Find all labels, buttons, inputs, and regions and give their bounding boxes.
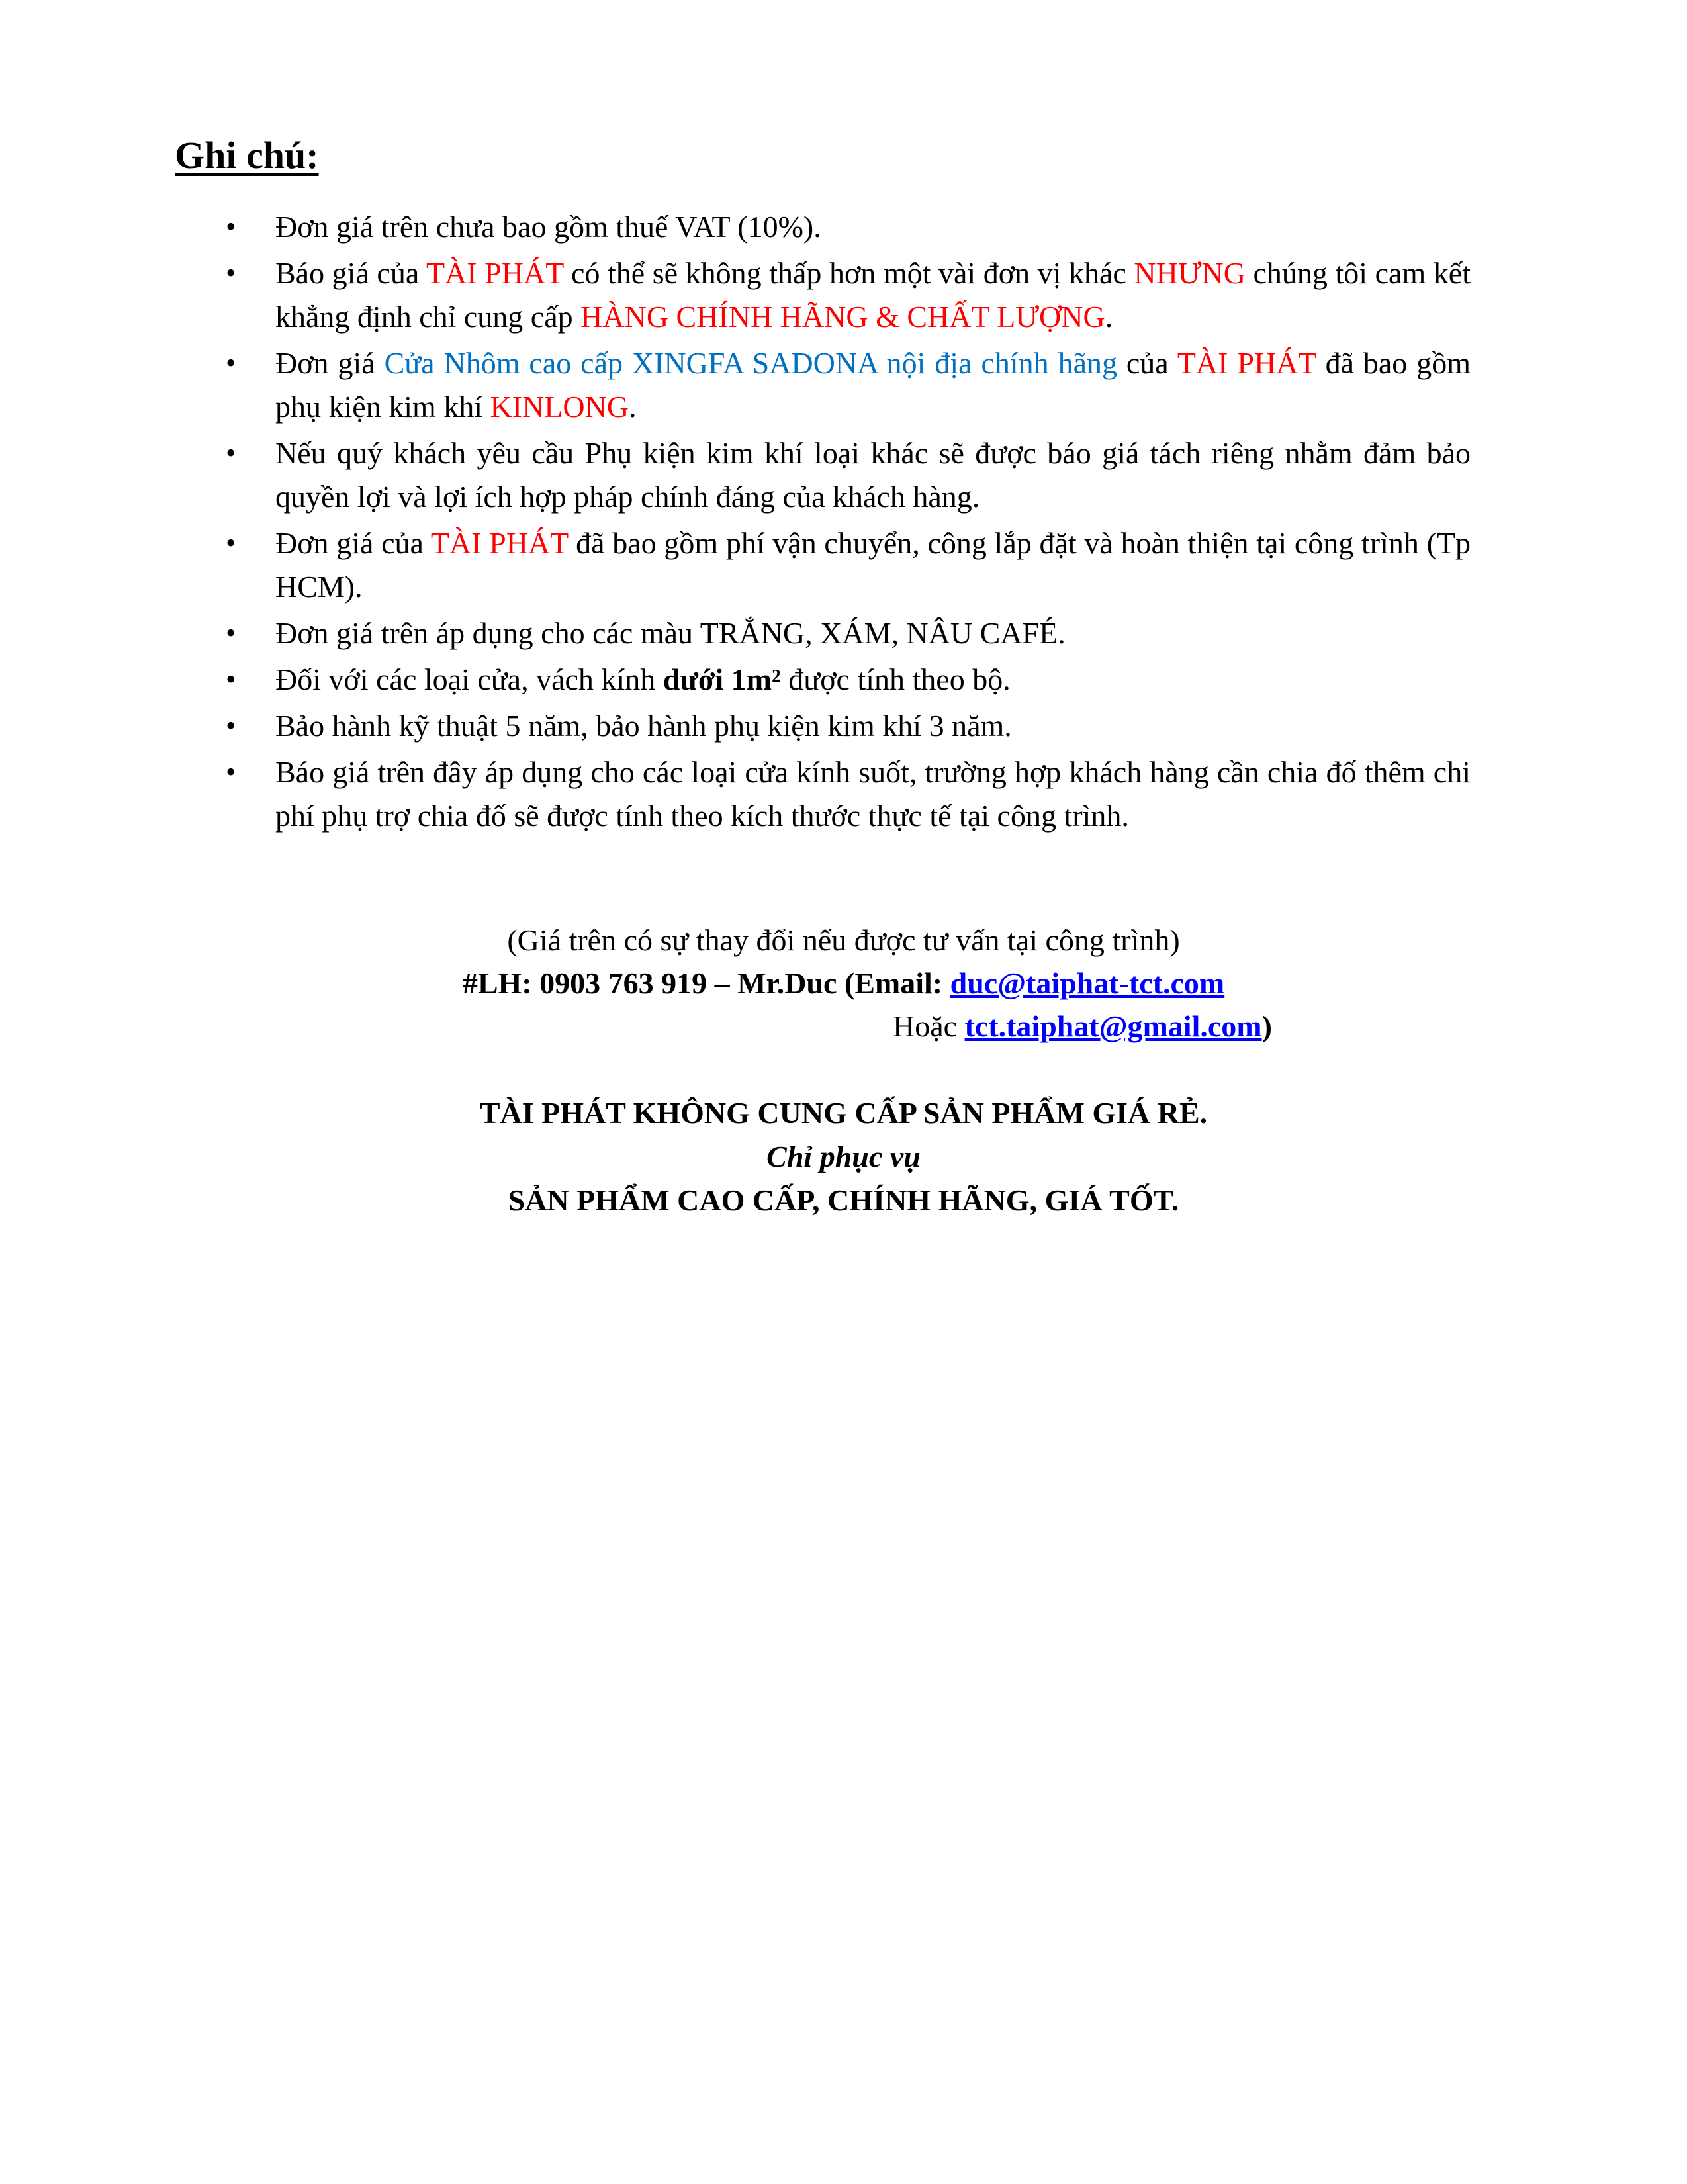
note-text: Đơn giá trên chưa bao gồm thuế VAT (10%).	[275, 210, 821, 244]
bullet-icon: •	[226, 756, 236, 788]
contact-line	[0, 964, 1687, 1003]
bullet-icon: •	[226, 709, 236, 742]
brand-name-highlight: TÀI PHÁT	[426, 256, 564, 290]
note-text: Đơn giá trên áp dụng cho các màu TRẮNG, XÁM, NÂU CAFÉ.	[275, 616, 1066, 650]
brand-name-highlight: TÀI PHÁT	[430, 526, 569, 560]
bullet-icon: •	[226, 210, 236, 243]
quality-highlight: HÀNG CHÍNH HÃNG & CHẤT LƯỢNG	[580, 300, 1105, 334]
note-vat	[222, 205, 1471, 249]
bullet-icon: •	[226, 527, 236, 559]
note-text: .	[629, 390, 637, 424]
bullet-icon: •	[226, 437, 236, 469]
alt-suffix: )	[1261, 1009, 1272, 1043]
note-warranty	[222, 704, 1471, 748]
note-small-doors	[222, 658, 1471, 702]
notes-heading: Ghi chú:	[175, 134, 319, 177]
emphasis-highlight: NHƯNG	[1134, 256, 1246, 290]
note-text: Bảo hành kỹ thuật 5 năm, bảo hành phụ kiện kim khí 3 năm.	[275, 709, 1012, 743]
note-text: Nếu quý khách yêu cầu Phụ kiện kim khí loại khác sẽ được báo giá tách riêng nhằm đảm bảo quyền lợi và lợi ích hợp pháp chính đáng của khách hàng.	[275, 436, 1471, 514]
bullet-icon: •	[226, 663, 236, 696]
bullet-icon: •	[226, 617, 236, 649]
bullet-icon: •	[226, 257, 236, 289]
brand-name-highlight: TÀI PHÁT	[1177, 346, 1316, 380]
note-text: được tính theo bộ.	[780, 662, 1011, 696]
slogan-line-2: Chỉ phục vụ	[766, 1140, 921, 1173]
note-text: của	[1117, 346, 1177, 380]
slogan-line-1: TÀI PHÁT KHÔNG CUNG CẤP SẢN PHẨM GIÁ RẺ.	[479, 1096, 1208, 1130]
note-text: Báo giá trên đây áp dụng cho các loại cửa kính suốt, trường hợp khách hàng cần chia đố thêm chi phí phụ trợ chia đố sẽ được tính theo kích thước thực tế tại công trình.	[275, 755, 1471, 833]
note-installation	[222, 522, 1471, 609]
note-text: Đối với các loại cửa, vách kính	[275, 662, 663, 696]
notes-list	[222, 205, 1471, 841]
note-text: đã bao gồm phụ kiện kim khí	[275, 346, 1471, 424]
note-text: đã bao gồm phí vận chuyển, công lắp đặt và hoàn thiện tại công trình (Tp HCM).	[275, 526, 1471, 604]
note-colors	[222, 612, 1471, 655]
note-commitment	[222, 251, 1471, 339]
note-other-hardware	[222, 432, 1471, 519]
contact-alt-line	[893, 1007, 1272, 1046]
slogan-line-3: SẢN PHẨM CAO CẤP, CHÍNH HÃNG, GIÁ TỐT.	[508, 1183, 1179, 1217]
alt-prefix: Hoặc	[893, 1009, 965, 1043]
product-name-highlight: Cửa Nhôm cao cấp XINGFA SADONA nội địa chính hãng	[384, 346, 1117, 380]
bullet-icon: •	[226, 347, 236, 379]
note-text: Báo giá của	[275, 256, 426, 290]
hardware-brand-highlight: KINLONG	[490, 390, 629, 424]
note-glass-division	[222, 751, 1471, 838]
note-text: chúng tôi cam kết khẳng định chỉ cung cấp	[275, 256, 1471, 334]
contact-phone: #LH: 0903 763 919 – Mr.Duc (Email:	[462, 966, 950, 1000]
note-text: Đơn giá	[275, 346, 385, 380]
note-product-pricing	[222, 341, 1471, 429]
email-link-primary[interactable]: duc@taiphat-tct.com	[950, 966, 1225, 1000]
price-disclaimer: (Giá trên có sự thay đổi nếu được tư vấn tại công trình)	[507, 923, 1180, 957]
note-text: có thể sẽ không thấp hơn một vài đơn vị khác	[563, 256, 1134, 290]
size-threshold: dưới 1m²	[662, 662, 781, 696]
note-text: .	[1105, 300, 1113, 334]
note-text: Đơn giá của	[275, 526, 431, 560]
email-link-secondary[interactable]: tct.taiphat@gmail.com	[964, 1009, 1262, 1043]
